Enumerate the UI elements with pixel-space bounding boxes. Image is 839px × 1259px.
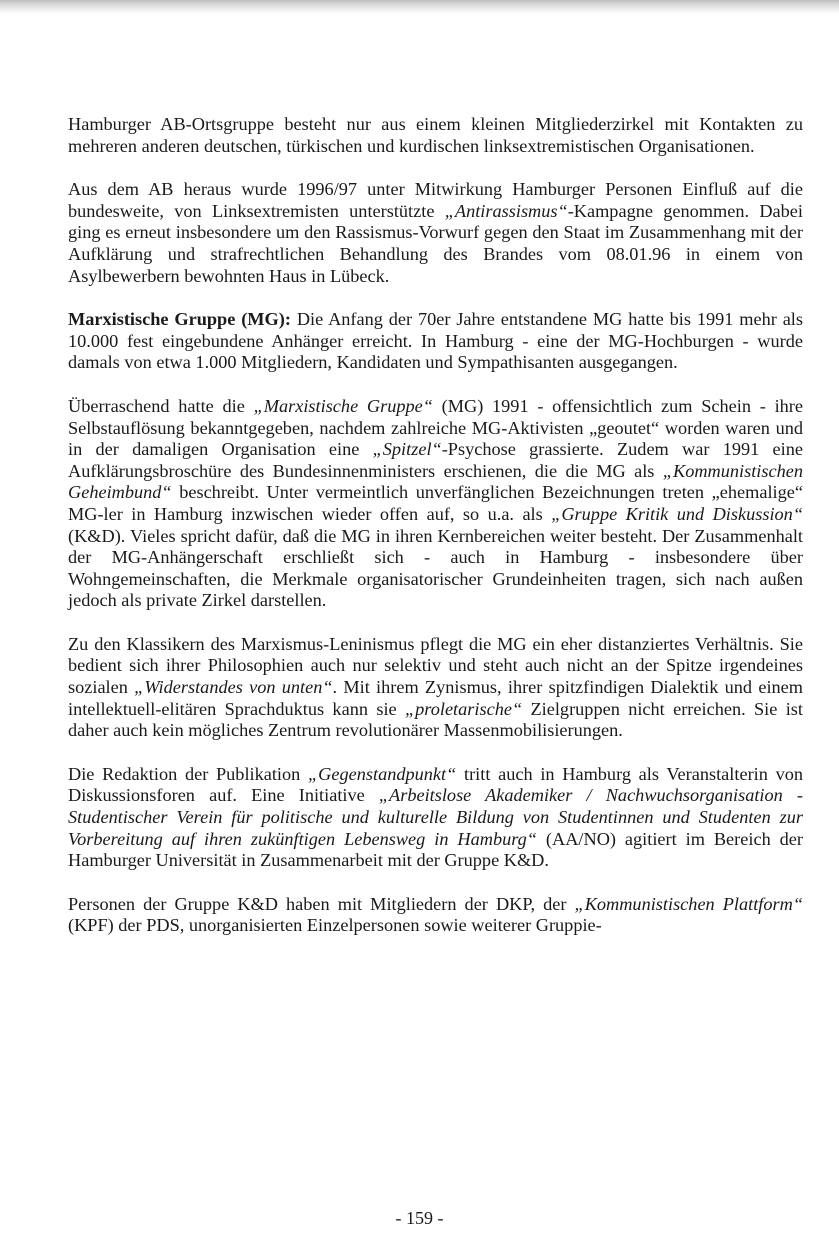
- text-segment: Die Anfang der 70er Jahre entstandene MG hatte bis 1991 mehr als 10.000 fest eingebundene Anhänger erreicht. In Hamburg - eine der MG-Hochburgen - wurde damals von etwa 1.000 Mitgliedern, Kandidaten und Sympathisanten ausgegangen.: [68, 309, 803, 373]
- text-segment: Zielgruppen nicht erreichen. Sie ist daher auch kein mögliches Zentrum revolutionärer Massenmobilisierungen.: [68, 698, 803, 741]
- page-number: - 159 -: [395, 1208, 444, 1228]
- italic-term: „Widerstandes von unten“: [134, 677, 333, 698]
- text-segment: tritt auch in Hamburg als Veranstalterin von Diskussionsforen auf. Eine Initiative: [68, 763, 804, 806]
- text-segment: (KPF) der PDS, unorganisierten Einzelpersonen sowie weiterer Gruppie-: [68, 915, 602, 936]
- paragraph-ab-ortsgruppe: [68, 114, 803, 157]
- paragraph-kd-dkp: [68, 894, 803, 937]
- paragraph-klassiker: [68, 634, 803, 742]
- section-lead: Marxistische Gruppe (MG):: [68, 309, 291, 330]
- italic-term: „Marxistische Gruppe“: [253, 395, 433, 416]
- text-segment: (K&D). Vieles spricht dafür, daß die MG in ihren Kernbereichen weiter besteht. Der Zusammenhalt der MG-Anhängerschaft erschließt sich - auch in Hamburg - insbesondere über Wohngemeinschaften, die Merkmale organisatorischer Grundeinheiten tragen, sich nach außen jedoch als private Zirkel darstellen.: [68, 525, 803, 611]
- italic-term: „Gegenstandpunkt“: [308, 763, 457, 784]
- paragraph-selbstaufloesung: [68, 396, 803, 612]
- italic-term: „Gruppe Kritik und Diskussion“: [551, 503, 803, 524]
- italic-term: „proletarische“: [404, 698, 523, 719]
- text-segment: (MG) 1991 - offensichtlich zum Schein - ihre Selbstauflösung bekanntgegeben, nachdem zahlreiche MG-Aktivisten „geoutet“ worden waren und in der damaligen Organisation eine: [68, 395, 803, 460]
- italic-term: „Spitzel“: [372, 439, 442, 460]
- text-segment: (AA/NO) agitiert im Bereich der Hamburger Universität in Zusammenarbeit mit der Gruppe K&D.: [68, 828, 803, 871]
- page-body: [68, 114, 803, 959]
- text-segment: Zu den Klassikern des Marxismus-Leninismus pflegt die MG ein eher distanziertes Verhältnis. Sie bedient sich ihrer Philosophien auch nur selektiv und steht auch nicht an der Spitze irgendeines sozialen: [68, 633, 803, 698]
- text-segment: Hamburger AB-Ortsgruppe besteht nur aus einem kleinen Mitgliederzirkel mit Kontakten zu mehreren anderen deutschen, türkischen und kurdischen linksextremistischen Organisationen.: [68, 114, 803, 156]
- text-segment: -Kampagne genommen. Dabei ging es erneut insbesondere um den Rassismus-Vorwurf gegen den Staat im Zusammenhang mit der Aufklärung und strafrechtlichen Behandlung des Brandes vom 08.01.96 in einem von Asylbewerbern bewohnten Haus in Lübeck.: [68, 200, 803, 286]
- text-segment: Aus dem AB heraus wurde 1996/97 unter Mitwirkung Hamburger Personen Einfluß auf die bundesweite, von Linksextremisten unterstützte: [68, 179, 803, 221]
- text-segment: Die Redaktion der Publikation: [68, 763, 309, 784]
- text-segment: -Psychose grassierte. Zudem war 1991 eine Aufklärungsbroschüre des Bundesinnenministers erschienen, die die MG als: [68, 439, 803, 481]
- scan-edge: [0, 0, 839, 14]
- italic-term: „Arbeitslose Akademiker / Nachwuchsorganisation - Studentischer Verein für politische und kulturelle Bildung von Studentinnen und Studenten zur Vorbereitung auf ihren zukünftigen Lebensweg in Hamburg“: [68, 785, 804, 849]
- italic-term: „Kommunistischen Plattform“: [574, 893, 803, 914]
- text-segment: Personen der Gruppe K&D haben mit Mitgliedern der DKP, der: [68, 893, 575, 914]
- italic-term: „Kommunistischen Geheimbund“: [68, 460, 803, 503]
- text-segment: . Mit ihrem Zynismus, ihrer spitzfindigen Dialektik und einem intellektuell-elitären Sprachduktus kann sie: [68, 677, 803, 719]
- italic-term: „Antirassismus“: [444, 200, 568, 221]
- paragraph-antirassismus: [68, 179, 803, 287]
- paragraph-gegenstandpunkt: [68, 764, 803, 872]
- text-segment: beschreibt. Unter vermeintlich unverfänglichen Bezeichnungen treten „ehemalige“ MG-ler in Hamburg inzwischen wieder offen auf, so u.a. als: [68, 482, 803, 524]
- paragraph-marxistische-gruppe: [68, 309, 803, 374]
- text-segment: Überraschend hatte die: [68, 395, 254, 416]
